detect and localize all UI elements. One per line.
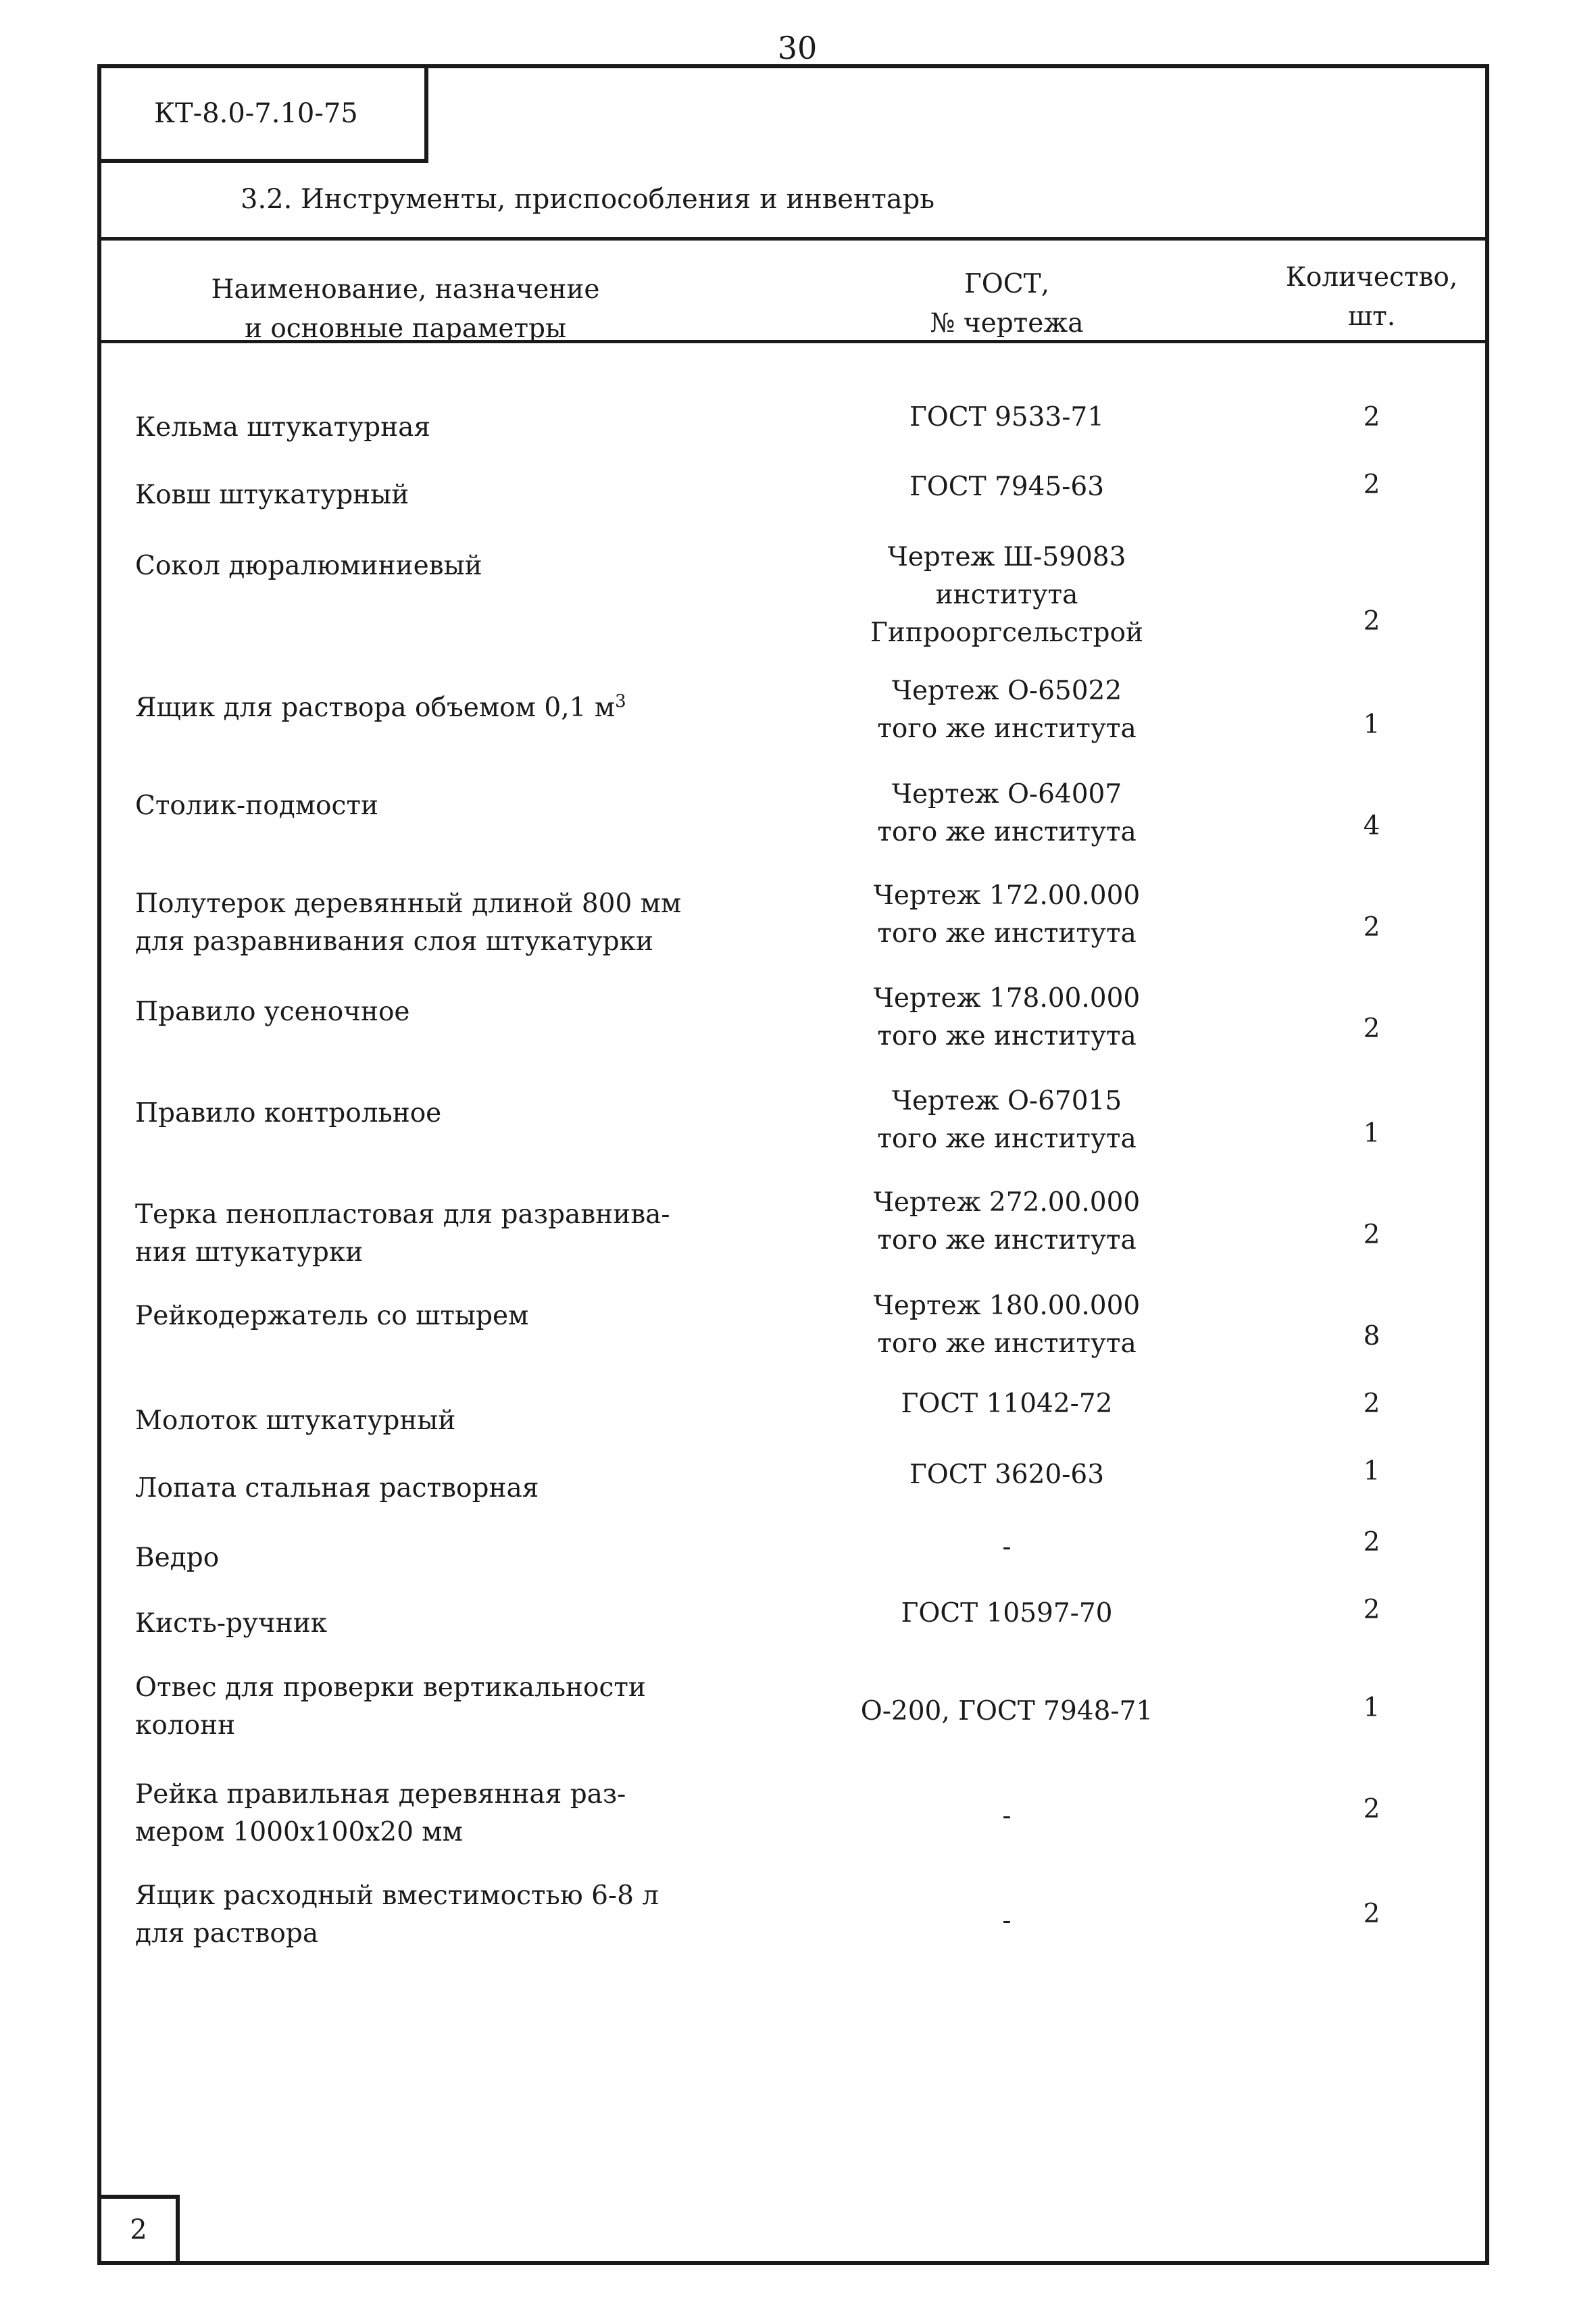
row-12-qty: 1 — [1363, 1456, 1380, 1487]
row-10-gost: Чертеж 180.00.000 того же института — [873, 1291, 1141, 1359]
row-10-name: Рейкодержатель со штырем — [135, 1301, 529, 1331]
row-12-gost: ГОСТ 3620-63 — [909, 1460, 1105, 1490]
row-13-name: Ведро — [135, 1543, 220, 1573]
row-12-name: Лопата стальная растворная — [135, 1473, 539, 1503]
row-3-name: Сокол дюралюминиевый — [135, 551, 482, 581]
sheet-number-box: 2 — [97, 2195, 180, 2265]
row-8-name: Правило контрольное — [135, 1098, 442, 1128]
row-5-name: Столик-подмости — [135, 791, 378, 821]
header-gost-line-2: № чертежа — [930, 308, 1084, 339]
row-9-name: Терка пенопластовая для разравнива- ния штукатурки — [135, 1199, 670, 1268]
document-code: КТ-8.0-7.10-75 — [97, 64, 428, 163]
row-11-qty: 2 — [1363, 1389, 1380, 1419]
row-4-qty: 1 — [1363, 710, 1380, 740]
row-7-name: Правило усеночное — [135, 997, 410, 1027]
row-15-name: Отвес для проверки вертикальности колонн — [135, 1672, 646, 1741]
row-13-gost: - — [1002, 1532, 1012, 1562]
row-3-qty: 2 — [1363, 606, 1380, 637]
section-title: 3.2. Инструменты, приспособления и инвентарь — [241, 184, 934, 215]
row-14-name: Кисть-ручник — [135, 1608, 328, 1639]
row-11-name: Молоток штукатурный — [135, 1405, 456, 1436]
row-6-name: Полутерок деревянный длиной 800 мм для разравнивания слоя штукатурки — [135, 889, 682, 957]
row-16-gost: - — [1002, 1801, 1012, 1831]
row-17-name: Ящик расходный вместимостью 6-8 л для раствора — [135, 1881, 659, 1949]
header-qty — [1270, 258, 1473, 337]
row-6-qty: 2 — [1363, 912, 1380, 943]
row-16-name: Рейка правильная деревянная раз- мером 1000х100х20 мм — [135, 1779, 626, 1847]
row-8-qty: 1 — [1363, 1118, 1380, 1149]
row-15-gost: О-200, ГОСТ 7948-71 — [860, 1696, 1153, 1726]
row-4-gost: Чертеж О-65022 того же института — [877, 676, 1137, 744]
row-4-name: Ящик для раствора объемом 0,1 $м^3$ — [135, 691, 626, 723]
header-gost-line-1: ГОСТ, — [964, 269, 1050, 299]
header-top-rule — [97, 237, 1489, 241]
row-13-qty: 2 — [1363, 1527, 1380, 1558]
row-1-qty: 2 — [1363, 402, 1380, 432]
header-name — [162, 270, 649, 349]
page-number: 30 — [777, 30, 818, 66]
superscript-3: 3 — [615, 691, 626, 712]
row-17-qty: 2 — [1363, 1899, 1380, 1929]
row-14-qty: 2 — [1363, 1595, 1380, 1625]
row-2-name: Ковш штукатурный — [135, 480, 409, 510]
row-10-qty: 8 — [1363, 1321, 1380, 1351]
row-5-qty: 4 — [1363, 811, 1380, 841]
row-1-gost: ГОСТ 9533-71 — [909, 402, 1105, 432]
row-2-gost: ГОСТ 7945-63 — [909, 472, 1105, 502]
row-8-gost: Чертеж О-67015 того же института — [877, 1086, 1137, 1154]
row-16-qty: 2 — [1363, 1794, 1380, 1824]
header-qty-line-1: Количество, — [1285, 262, 1458, 293]
header-gost — [838, 265, 1176, 343]
row-17-gost: - — [1002, 1906, 1012, 1936]
row-7-qty: 2 — [1363, 1014, 1380, 1044]
row-15-qty: 1 — [1363, 1693, 1380, 1723]
row-2-qty: 2 — [1363, 470, 1380, 500]
header-qty-line-2: шт. — [1347, 301, 1396, 332]
row-9-qty: 2 — [1363, 1220, 1380, 1250]
row-1-name: Кельма штукатурная — [135, 412, 430, 443]
row-7-gost: Чертеж 178.00.000 того же института — [873, 983, 1141, 1051]
header-name-line-2: и основные параметры — [244, 314, 567, 344]
row-14-gost: ГОСТ 10597-70 — [901, 1598, 1113, 1628]
row-6-gost: Чертеж 172.00.000 того же института — [873, 880, 1141, 949]
row-9-gost: Чертеж 272.00.000 того же института — [873, 1187, 1141, 1255]
header-name-line-1: Наименование, назначение — [211, 274, 600, 305]
row-11-gost: ГОСТ 11042-72 — [901, 1389, 1113, 1419]
row-3-gost: Чертеж Ш-59083 института Гипрооргсельстрой — [870, 542, 1143, 648]
row-5-gost: Чертеж О-64007 того же института — [877, 779, 1137, 847]
